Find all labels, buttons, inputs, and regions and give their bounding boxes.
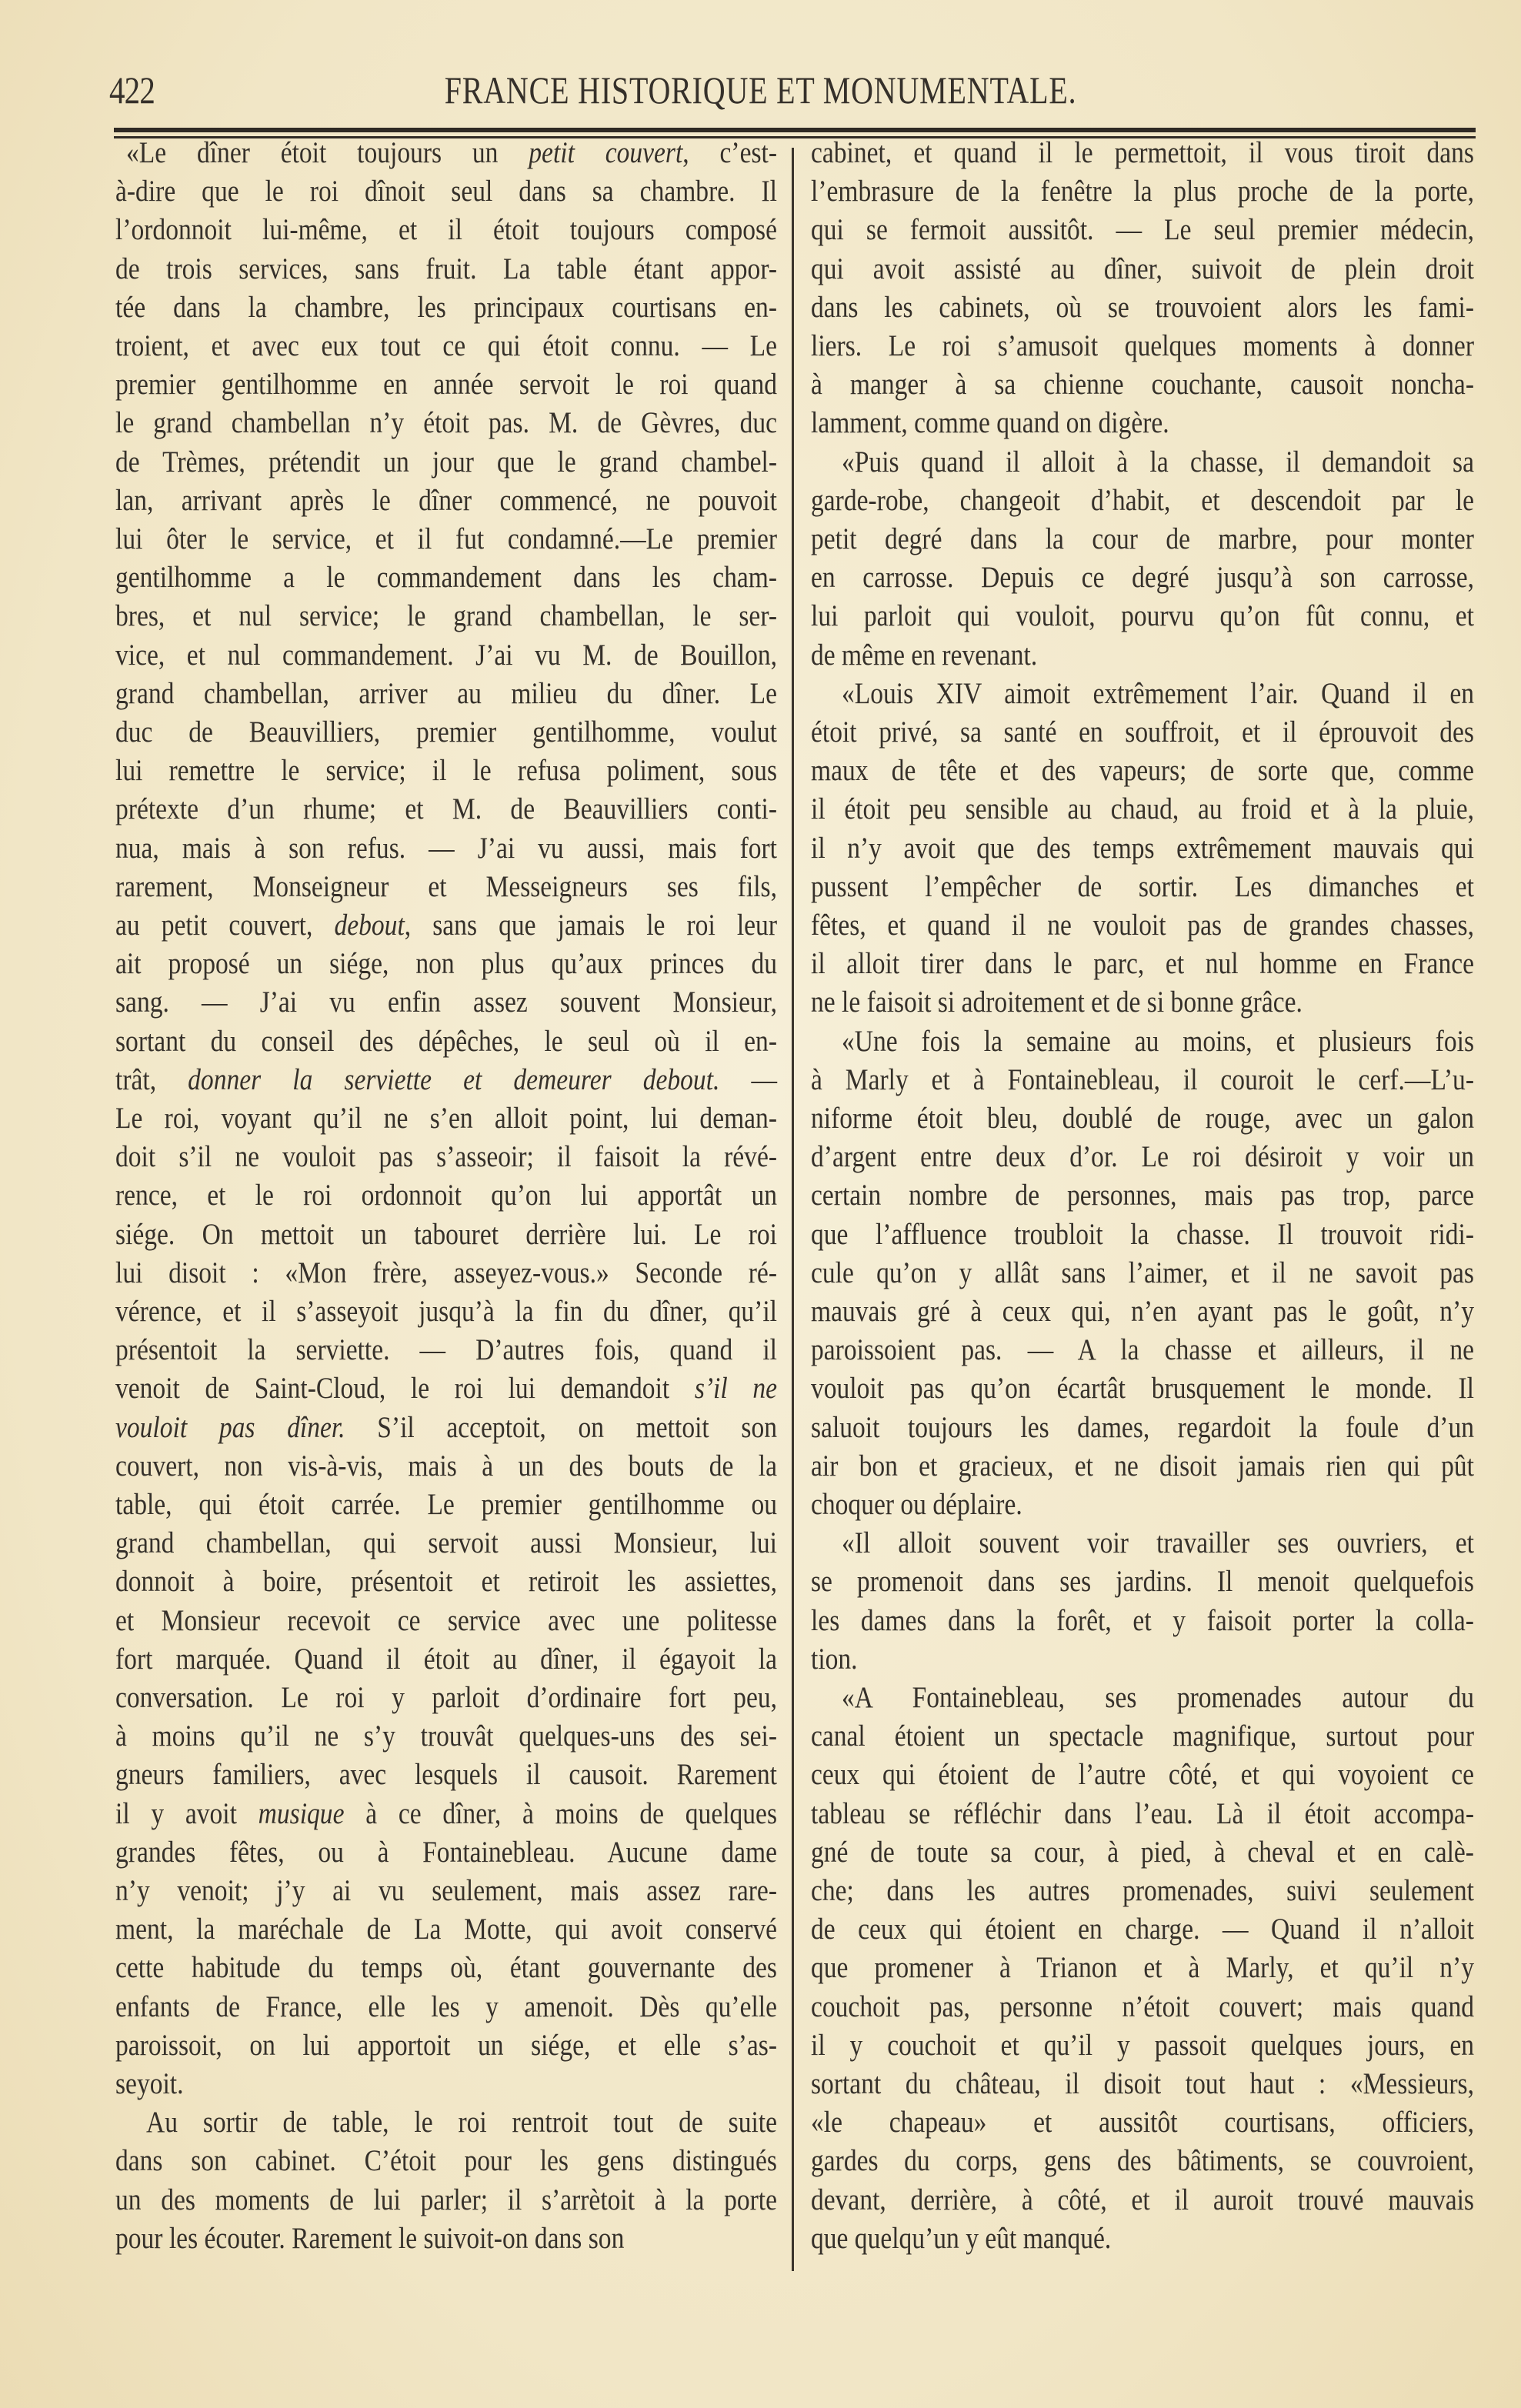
text-line: cabinet, et quand il le permettoit, il vous tiroit dans: [811, 136, 1474, 169]
text-line: à manger à sa chienne couchante, causoit noncha-: [811, 368, 1474, 402]
text-line: de même en revenant.: [811, 638, 1038, 672]
text-line: l’embrasure de la fenêtre la plus proche de la porte,: [811, 175, 1474, 208]
text-line: grand chambellan, arriver au milieu du dîner. Le: [115, 676, 777, 710]
text-line: sortant du château, il disoit tout haut : «Messieurs,: [811, 2067, 1474, 2100]
text-line: à Marly et à Fontainebleau, il couroit le cerf.—L’u-: [811, 1062, 1474, 1096]
text-line: présentoit la serviette. — D’autres fois, quand il: [115, 1333, 777, 1367]
text-line: [115, 1795, 777, 1833]
text-line: grand chambellan, qui servoit aussi Monsieur, lui: [115, 1526, 777, 1560]
text-line: un des moments de lui parler; il s’arrètoit à la porte: [115, 2183, 777, 2216]
text-line: canal étoient un spectacle magnifique, surtout pour: [811, 1719, 1474, 1753]
text-line: fêtes, et quand il ne vouloit pas de grandes chasses,: [811, 909, 1474, 942]
text-line: ait proposé un siége, non plus qu’aux princes du: [115, 947, 777, 981]
column-divider: [792, 148, 794, 2271]
text-line: liers. Le roi s’amusoit quelques moments à donner: [811, 329, 1474, 362]
text-line: de Trèmes, prétendit un jour que le grand chambel-: [115, 445, 777, 479]
text-line: [126, 134, 777, 172]
text-line: «Puis quand il alloit à la chasse, il demandoit sa: [842, 445, 1474, 479]
text-line: nua, mais à son refus. — J’ai vu aussi, mais fort: [115, 831, 777, 865]
text-line: «Il alloit souvent voir travailler ses ouvriers, et: [842, 1526, 1474, 1560]
text-line: «A Fontainebleau, ses promenades autour du: [842, 1681, 1474, 1714]
text-line: troient, et avec eux tout ce qui étoit connu. — Le: [115, 329, 777, 362]
text-line: il n’y avoit que des temps extrêmement mauvais qui: [811, 831, 1474, 865]
text-line: donnoit à boire, présentoit et retiroit les assiettes,: [115, 1565, 777, 1599]
text-line: Le roi, voyant qu’il ne s’en alloit point, lui deman-: [115, 1102, 777, 1135]
running-title-text: FRANCE HISTORIQUE ET MONUMENTALE.: [444, 68, 1077, 112]
text-line: à moins qu’il ne s’y trouvât quelques-uns des sei-: [115, 1719, 777, 1753]
italic-text: donner la serviette et demeurer debout.: [188, 1062, 720, 1096]
italic-text: debout: [334, 909, 405, 942]
text-line: garde-robe, changeoit d’habit, et descendoit par le: [811, 483, 1474, 517]
text-line: paroissoit, on lui apportoit un siége, et elle s’as-: [115, 2028, 777, 2062]
text-line: ceux qui étoient de l’autre côté, et qui voyoient ce: [811, 1758, 1474, 1792]
text-line: d’argent entre deux d’or. Le roi désiroit y voir un: [811, 1140, 1474, 1174]
text-line: grandes fêtes, ou à Fontainebleau. Aucune dame: [115, 1835, 777, 1869]
text-line: cette habitude du temps où, étant gouvernante des: [115, 1951, 777, 1985]
page-number: 422: [109, 68, 155, 112]
text-line: tableau se réfléchir dans l’eau. Là il étoit accompa-: [811, 1796, 1474, 1830]
text-line: devant, derrière, à côté, et il auroit trouvé mauvais: [811, 2183, 1474, 2216]
text-segment: S’il acceptoit, on mettoit son: [345, 1410, 777, 1444]
text-line: en carrosse. Depuis ce degré jusqu’à son carrosse,: [811, 561, 1474, 595]
text-line: premier gentilhomme en année servoit le roi quand: [115, 368, 777, 402]
text-line: qui se fermoit aussitôt. — Le seul premier médecin,: [811, 213, 1474, 247]
text-segment: au petit couvert,: [115, 909, 335, 942]
text-line: de trois services, sans fruit. La table étant appor-: [115, 252, 777, 285]
text-line: à-dire que le roi dînoit seul dans sa chambre. Il: [115, 175, 777, 208]
text-line: lamment, comme quand on digère.: [811, 406, 1169, 440]
text-line: [115, 1409, 777, 1447]
text-line: lan, arrivant après le dîner commencé, ne pouvoit: [115, 483, 777, 517]
text-line: certain nombre de personnes, mais pas trop, parce: [811, 1179, 1474, 1212]
text-line: étoit privé, sa santé en souffroit, et il éprouvoit des: [811, 715, 1474, 749]
italic-text: s’il ne: [694, 1372, 777, 1406]
text-line: niforme étoit bleu, doublé de rouge, avec un galon: [811, 1102, 1474, 1135]
italic-text: petit couvert: [529, 136, 683, 169]
text-line: que l’affluence troubloit la chasse. Il trouvoit ridi-: [811, 1217, 1474, 1251]
text-line: pussent l’empêcher de sortir. Les dimanches et: [811, 869, 1474, 903]
text-line: que quelqu’un y eût manqué.: [811, 2221, 1112, 2255]
text-line: [115, 906, 777, 945]
text-line: maux de tête et des vapeurs; de sorte que, comme: [811, 754, 1474, 788]
text-line: dans son cabinet. C’étoit pour les gens distingués: [115, 2144, 777, 2178]
text-segment: «Le dîner étoit toujours un: [126, 136, 529, 169]
italic-text: musique: [258, 1796, 345, 1830]
text-line: conversation. Le roi y parloit d’ordinaire fort peu,: [115, 1681, 777, 1714]
text-line: ne le faisoit si adroitement et de si bonne grâce.: [811, 986, 1303, 1019]
text-line: rence, et le roi ordonnoit qu’on lui apportât un: [115, 1179, 777, 1212]
text-line: choquer ou déplaire.: [811, 1488, 1022, 1521]
text-line: prétexte d’un rhume; et M. de Beauvilliers conti-: [115, 792, 777, 826]
text-line: couvert, non vis-à-vis, mais à un des bouts de la: [115, 1449, 777, 1482]
text-line: lui disoit : «Mon frère, asseyez-vous.» Seconde ré-: [115, 1256, 777, 1289]
text-line: air bon et gracieux, et ne disoit jamais rien qui pût: [811, 1449, 1474, 1482]
text-line: gneurs familiers, avec lesquels il causoit. Rarement: [115, 1758, 777, 1792]
text-line: gentilhomme a le commandement dans les cham-: [115, 561, 777, 595]
text-line: duc de Beauvilliers, premier gentilhomme, voulut: [115, 715, 777, 749]
text-line: petit degré dans la cour de marbre, pour monter: [811, 522, 1474, 555]
text-line: seyoit.: [115, 2067, 184, 2100]
text-line: doit s’il ne vouloit pas s’asseoir; il faisoit la révé-: [115, 1140, 777, 1174]
text-line: «Louis XIV aimoit extrêmement l’air. Quand il en: [842, 676, 1474, 710]
text-segment: trât,: [115, 1062, 188, 1096]
text-line: ment, la maréchale de La Motte, qui avoit conservé: [115, 1913, 777, 1946]
text-segment: à ce dîner, à moins de quelques: [344, 1796, 777, 1830]
text-line: [115, 1369, 777, 1408]
text-line: lui remettre le service; il le refusa poliment, sous: [115, 754, 777, 788]
text-line: que promener à Trianon et à Marly, et qu’il n’y: [811, 1951, 1474, 1985]
text-segment: , sans que jamais le roi leur: [404, 909, 777, 942]
text-line: vouloit pas qu’on écartât brusquement le monde. Il: [811, 1372, 1474, 1406]
text-line: table, qui étoit carrée. Le premier gentilhomme ou: [115, 1488, 777, 1521]
text-line: lui parloit qui vouloit, pourvu qu’on fût connu, et: [811, 599, 1474, 633]
text-line: vérence, et il s’asseyoit jusqu’à la fin du dîner, qu’il: [115, 1295, 777, 1328]
text-line: Au sortir de table, le roi rentroit tout de suite: [146, 2106, 777, 2140]
text-segment: —: [719, 1062, 778, 1096]
text-line: gné de toute sa cour, à pied, à cheval et en calè-: [811, 1835, 1474, 1869]
text-line: rarement, Monseigneur et Messeigneurs ses fils,: [115, 869, 777, 903]
text-line: couchoit pas, personne n’étoit couvert; mais quand: [811, 1989, 1474, 2023]
text-line: l’ordonnoit lui-même, et il étoit toujours composé: [115, 213, 777, 247]
text-line: les dames dans la forêt, et y faisoit porter la colla-: [811, 1603, 1474, 1637]
running-title: [0, 68, 1521, 112]
text-line: «Une fois la semaine au moins, et plusieurs fois: [842, 1024, 1474, 1058]
text-line: che; dans les autres promenades, suivi seulement: [811, 1874, 1474, 1907]
text-line: se promenoit dans ses jardins. Il menoit quelquefois: [811, 1565, 1474, 1599]
text-line: [115, 1061, 777, 1099]
text-segment: il y avoit: [115, 1796, 259, 1830]
text-line: n’y venoit; j’y ai vu seulement, mais assez rare-: [115, 1874, 777, 1907]
text-line: gardes du corps, gens des bâtiments, se couvroient,: [811, 2144, 1474, 2178]
text-line: vice, et nul commandement. J’ai vu M. de Bouillon,: [115, 638, 777, 672]
text-line: sortant du conseil des dépêches, le seul où il en-: [115, 1024, 777, 1058]
text-line: enfants de France, elle les y amenoit. Dès qu’elle: [115, 1989, 777, 2023]
text-line: qui avoit assisté au dîner, suivoit de plein droit: [811, 252, 1474, 285]
text-line: lui ôter le service, et il fut condamné.—Le premier: [115, 522, 777, 555]
text-line: paroissoient pas. — A la chasse et ailleurs, il ne: [811, 1333, 1474, 1367]
text-line: tion.: [811, 1642, 858, 1676]
text-line: «le chapeau» et aussitôt courtisans, officiers,: [811, 2106, 1474, 2140]
text-line: cule qu’on y allât sans l’aimer, et il ne savoit pas: [811, 1256, 1474, 1289]
text-line: pour les écouter. Rarement le suivoit-on dans son: [115, 2221, 625, 2255]
text-line: fort marquée. Quand il étoit au dîner, il égayoit la: [115, 1642, 777, 1676]
text-line: le grand chambellan n’y étoit pas. M. de Gèvres, duc: [115, 406, 777, 440]
text-line: sang. — J’ai vu enfin assez souvent Monsieur,: [115, 986, 777, 1019]
text-line: siége. On mettoit un tabouret derrière lui. Le roi: [115, 1217, 777, 1251]
text-segment: venoit de Saint-Cloud, le roi lui demandoit: [115, 1372, 695, 1406]
text-line: de ceux qui étoient en charge. — Quand il n’alloit: [811, 1913, 1474, 1946]
text-line: bres, et nul service; le grand chambellan, le ser-: [115, 599, 777, 633]
text-line: dans les cabinets, où se trouvoient alors les fami-: [811, 290, 1474, 324]
text-line: il étoit peu sensible au chaud, au froid et à la pluie,: [811, 792, 1474, 826]
text-line: saluoit toujours les dames, regardoit la foule d’un: [811, 1410, 1474, 1444]
text-segment: , c’est-: [682, 136, 777, 169]
text-line: et Monsieur recevoit ce service avec une politesse: [115, 1603, 777, 1637]
text-line: mauvais gré à ceux qui, n’en ayant pas le goût, n’y: [811, 1295, 1474, 1328]
italic-text: vouloit pas dîner.: [115, 1410, 345, 1444]
text-line: il y couchoit et qu’il y passoit quelques jours, en: [811, 2028, 1474, 2062]
text-line: il alloit tirer dans le parc, et nul homme en France: [811, 947, 1474, 981]
text-line: tée dans la chambre, les principaux courtisans en-: [115, 290, 777, 324]
